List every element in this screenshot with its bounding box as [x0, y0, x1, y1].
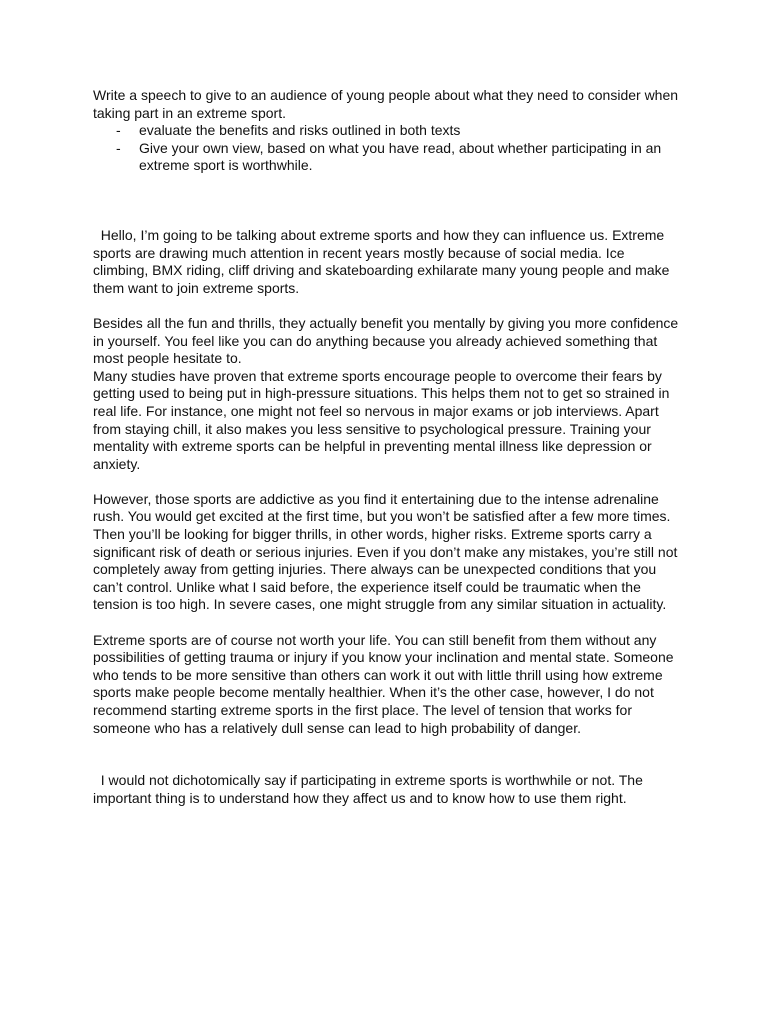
- bullet-dash: -: [116, 122, 121, 139]
- spacer: [93, 737, 683, 772]
- prompt-intro-text: Write a speech to give to an audience of young people about what they need to consider when taking part in an extreme sport.: [93, 87, 679, 121]
- speech-paragraph-studies: Many studies have proven that extreme sports encourage people to overcome their fears by getting used to being put in high-pressure situations. This helps them not to get so strained in real life. For instance, one might not feel so nervous in major exams or job interviews. Apart from staying chill, it also makes you less sensitive to psychological pressure. Training your mentality with extreme sports can be helpful in preventing mental illness like depression or anxiety.: [93, 367, 670, 472]
- speech-paragraph-benefits: Besides all the fun and thrills, they actually benefit you mentally by giving you more confidence in yourself. You feel like you can do anything because you already achieved something that most people hesitate to.: [93, 314, 679, 367]
- speech-paragraph-risks: However, those sports are addictive as you find it entertaining due to the intense adrenaline rush. You would get excited at the first time, but you won’t be satisfied after a few more times. Then you’ll be looking for bigger thrills, in other words, higher risks. Extreme sports carry a significant risk of death or serious injuries. Even if you don’t make any mistakes, you’re still not completely away from getting injuries. There always can be unexpected conditions that you can’t control. Unlike what I said before, the experience itself could be traumatic when the tension is too high. In severe cases, one might struggle from any similar situation in actuality.: [93, 490, 678, 613]
- speech-paragraph-intro: Hello, I’m going to be talking about extreme sports and how they can influence us. Extreme sports are drawing much attention in recent years mostly because of social media. Ice climbing, BMX riding, cliff driving and skateboarding exhilarate many young people and make them want to join extreme sports.: [93, 226, 674, 296]
- spacer: [93, 473, 683, 491]
- bullet-text: Give your own view, based on what you have read, about whether participating in an extreme sport is worthwhile.: [139, 139, 662, 174]
- document-page: [93, 87, 683, 807]
- spacer: [93, 614, 683, 632]
- prompt-bullet-item: [93, 140, 683, 175]
- speech-paragraph-conclusion: I would not dichotomically say if participating in extreme sports is worthwhile or not. The important thing is to understand how they affect us and to know how to use them right.: [93, 772, 647, 806]
- bullet-dash: -: [116, 139, 121, 156]
- prompt-bullet-list: [93, 122, 683, 175]
- spacer: [93, 297, 683, 315]
- bullet-text: evaluate the benefits and risks outlined in both texts: [139, 122, 461, 139]
- task-prompt: [93, 87, 683, 175]
- prompt-bullet-item: [93, 122, 683, 140]
- speech-paragraph-view: Extreme sports are of course not worth your life. You can still benefit from them without any possibilities of getting trauma or injury if you know your inclination and mental state. Someone who tends to be more sensitive than others can work it out with little thrill using how extreme sports make people become mentally healthier. When it’s the other case, however, I do not recommend starting extreme sports in the first place. The level of tension that works for someone who has a relatively dull sense can lead to high probability of danger.: [93, 631, 674, 736]
- speech-body: [93, 227, 683, 807]
- spacer: [93, 175, 683, 227]
